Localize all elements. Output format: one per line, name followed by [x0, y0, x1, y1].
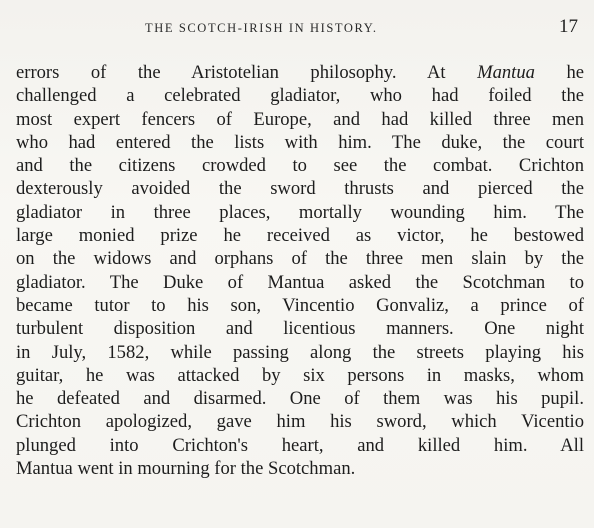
- text-line-10: gladiator. The Duke of Mantua asked the Scotchman to: [16, 271, 584, 293]
- text-line-5: and the citizens crowded to see the combat. Crichton: [16, 155, 584, 177]
- text-line-6: dexterously avoided the sword thrusts and pierced the: [16, 178, 584, 200]
- text-line-14: guitar, he was attacked by six persons in masks, whom: [16, 364, 584, 386]
- text-line-11: became tutor to his son, Vincentio Gonvaliz, a prince of: [16, 294, 584, 316]
- text-line-8: large monied prize he received as victor, he bestowed: [16, 225, 584, 247]
- text-line-13: in July, 1582, while passing along the streets playing his: [16, 341, 584, 363]
- text-line-1-after: he: [534, 62, 585, 83]
- text-line-15: he defeated and disarmed. One of them was his pupil.: [16, 388, 584, 410]
- text-line-9: on the widows and orphans of the three men slain by the: [16, 248, 584, 270]
- text-line-2: challenged a celebrated gladiator, who had foiled the: [16, 85, 584, 107]
- body-paragraph: [16, 61, 584, 480]
- text-line-4: who had entered the lists with him. The duke, the court: [16, 131, 584, 153]
- italic-word-mantua: Mantua: [477, 62, 535, 83]
- running-title: THE SCOTCH-IRISH IN HISTORY.: [145, 21, 378, 35]
- text-line-17: plunged into Crichton's heart, and killed him. All: [16, 434, 584, 456]
- text-line-18: Mantua went in mourning for the Scotchman.: [16, 458, 356, 480]
- text-line-12: turbulent disposition and licentious manners. One night: [16, 318, 584, 340]
- text-line-16: Crichton apologized, gave him his sword, which Vicentio: [16, 411, 584, 433]
- text-line-1-before: errors of the Aristotelian philosophy. At: [16, 62, 478, 83]
- text-line-7: gladiator in three places, mortally wounding him. The: [16, 201, 584, 223]
- text-line-3: most expert fencers of Europe, and had killed three men: [16, 108, 584, 130]
- running-head: [0, 18, 594, 42]
- text-line-1: [16, 61, 584, 84]
- page-number: 17: [559, 16, 578, 37]
